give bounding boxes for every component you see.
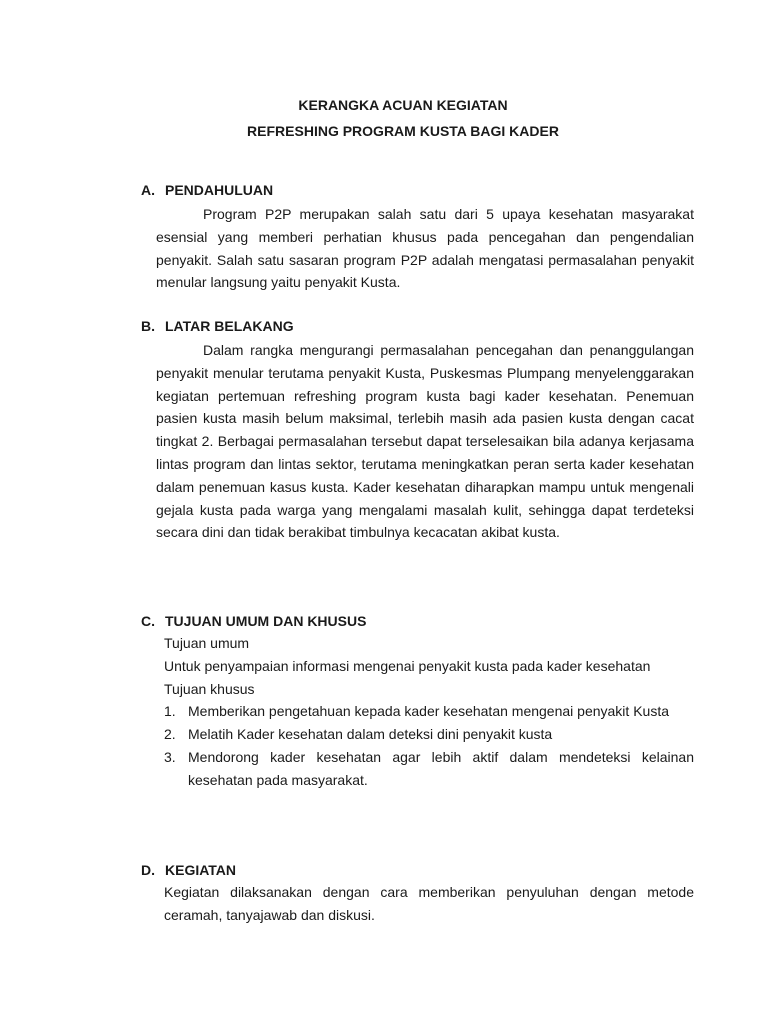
specific-goal-label: Tujuan khusus: [164, 680, 255, 697]
section-d-title: KEGIATAN: [165, 862, 237, 878]
section-c-letter: C.: [141, 613, 155, 629]
list-item-number: 1.: [164, 703, 176, 720]
section-b-title: LATAR BELAKANG: [165, 318, 294, 334]
list-item-number: 3.: [164, 748, 176, 765]
section-a-letter: A.: [141, 182, 155, 198]
list-item-text: Mendorong kader kesehatan agar lebih aktif dalam mendeteksi kelainan kesehatan pada masyarakat.: [188, 748, 694, 788]
section-a-title: PENDAHULUAN: [165, 182, 274, 198]
section-d-letter: D.: [141, 862, 155, 878]
section-d-text: Kegiatan dilaksanakan dengan cara memberikan penyuluhan dengan metode ceramah, tanyajawab dan diskusi.: [164, 884, 694, 923]
title-line-1: KERANGKA ACUAN KEGIATAN: [298, 97, 508, 113]
section-d-body: [164, 881, 694, 927]
general-goal-label: Tujuan umum: [164, 635, 250, 651]
section-a-paragraph: [156, 203, 694, 294]
section-b-letter: B.: [141, 318, 155, 334]
list-item-text: Melatih Kader kesehatan dalam deteksi dini penyakit kusta: [188, 726, 553, 743]
general-goal-text: Untuk penyampaian informasi mengenai penyakit kusta pada kader kesehatan: [164, 657, 651, 674]
section-d-heading: [141, 860, 236, 880]
title-line-2: REFRESHING PROGRAM KUSTA BAGI KADER: [247, 123, 559, 139]
section-c-heading: [141, 611, 366, 631]
section-c-title: TUJUAN UMUM DAN KHUSUS: [165, 613, 367, 629]
section-b-text: Dalam rangka mengurangi permasalahan pencegahan dan penanggulangan penyakit menular terutama penyakit Kusta, Puskesmas Plumpang menyelenggarakan kegiatan pertemuan refreshing program kusta bagi kader kesehatan. Penemuan pasien kusta masih belum maksimal, terlebih masih ada pasien kusta dengan cacat tingkat 2. Berbagai permasalahan tersebut dapat terselesaikan bila adanya kerjasama lintas program dan lintas sektor, terutama meningkatkan peran serta kader kesehatan dalam penemuan kasus kusta. Kader kesehatan diharapkan mampu untuk mengenali gejala kusta pada warga yang mengalami masalah kulit, sehingga dapat terdeteksi secara dini dan tidak berakibat timbulnya kecacatan akibat kusta.: [156, 342, 694, 541]
document-title: [0, 92, 768, 144]
section-b-heading: [141, 316, 294, 336]
list-item-text: Memberikan pengetahuan kepada kader kesehatan mengenai penyakit Kusta: [188, 703, 669, 720]
list-item-number: 2.: [164, 726, 176, 743]
specific-goal-list: [164, 700, 694, 791]
list-item: [164, 700, 694, 723]
section-a-heading: [141, 180, 273, 200]
section-c-body: [164, 632, 694, 792]
section-a-text: Program P2P merupakan salah satu dari 5 upaya kesehatan masyarakat esensial yang memberi perhatian khusus pada pencegahan dan pengendalian penyakit. Salah satu sasaran program P2P adalah mengatasi permasalahan penyakit menular langsung yaitu penyakit Kusta.: [156, 206, 694, 291]
section-b-paragraph: [156, 339, 694, 544]
list-item: [164, 746, 694, 792]
list-item: [164, 723, 694, 746]
